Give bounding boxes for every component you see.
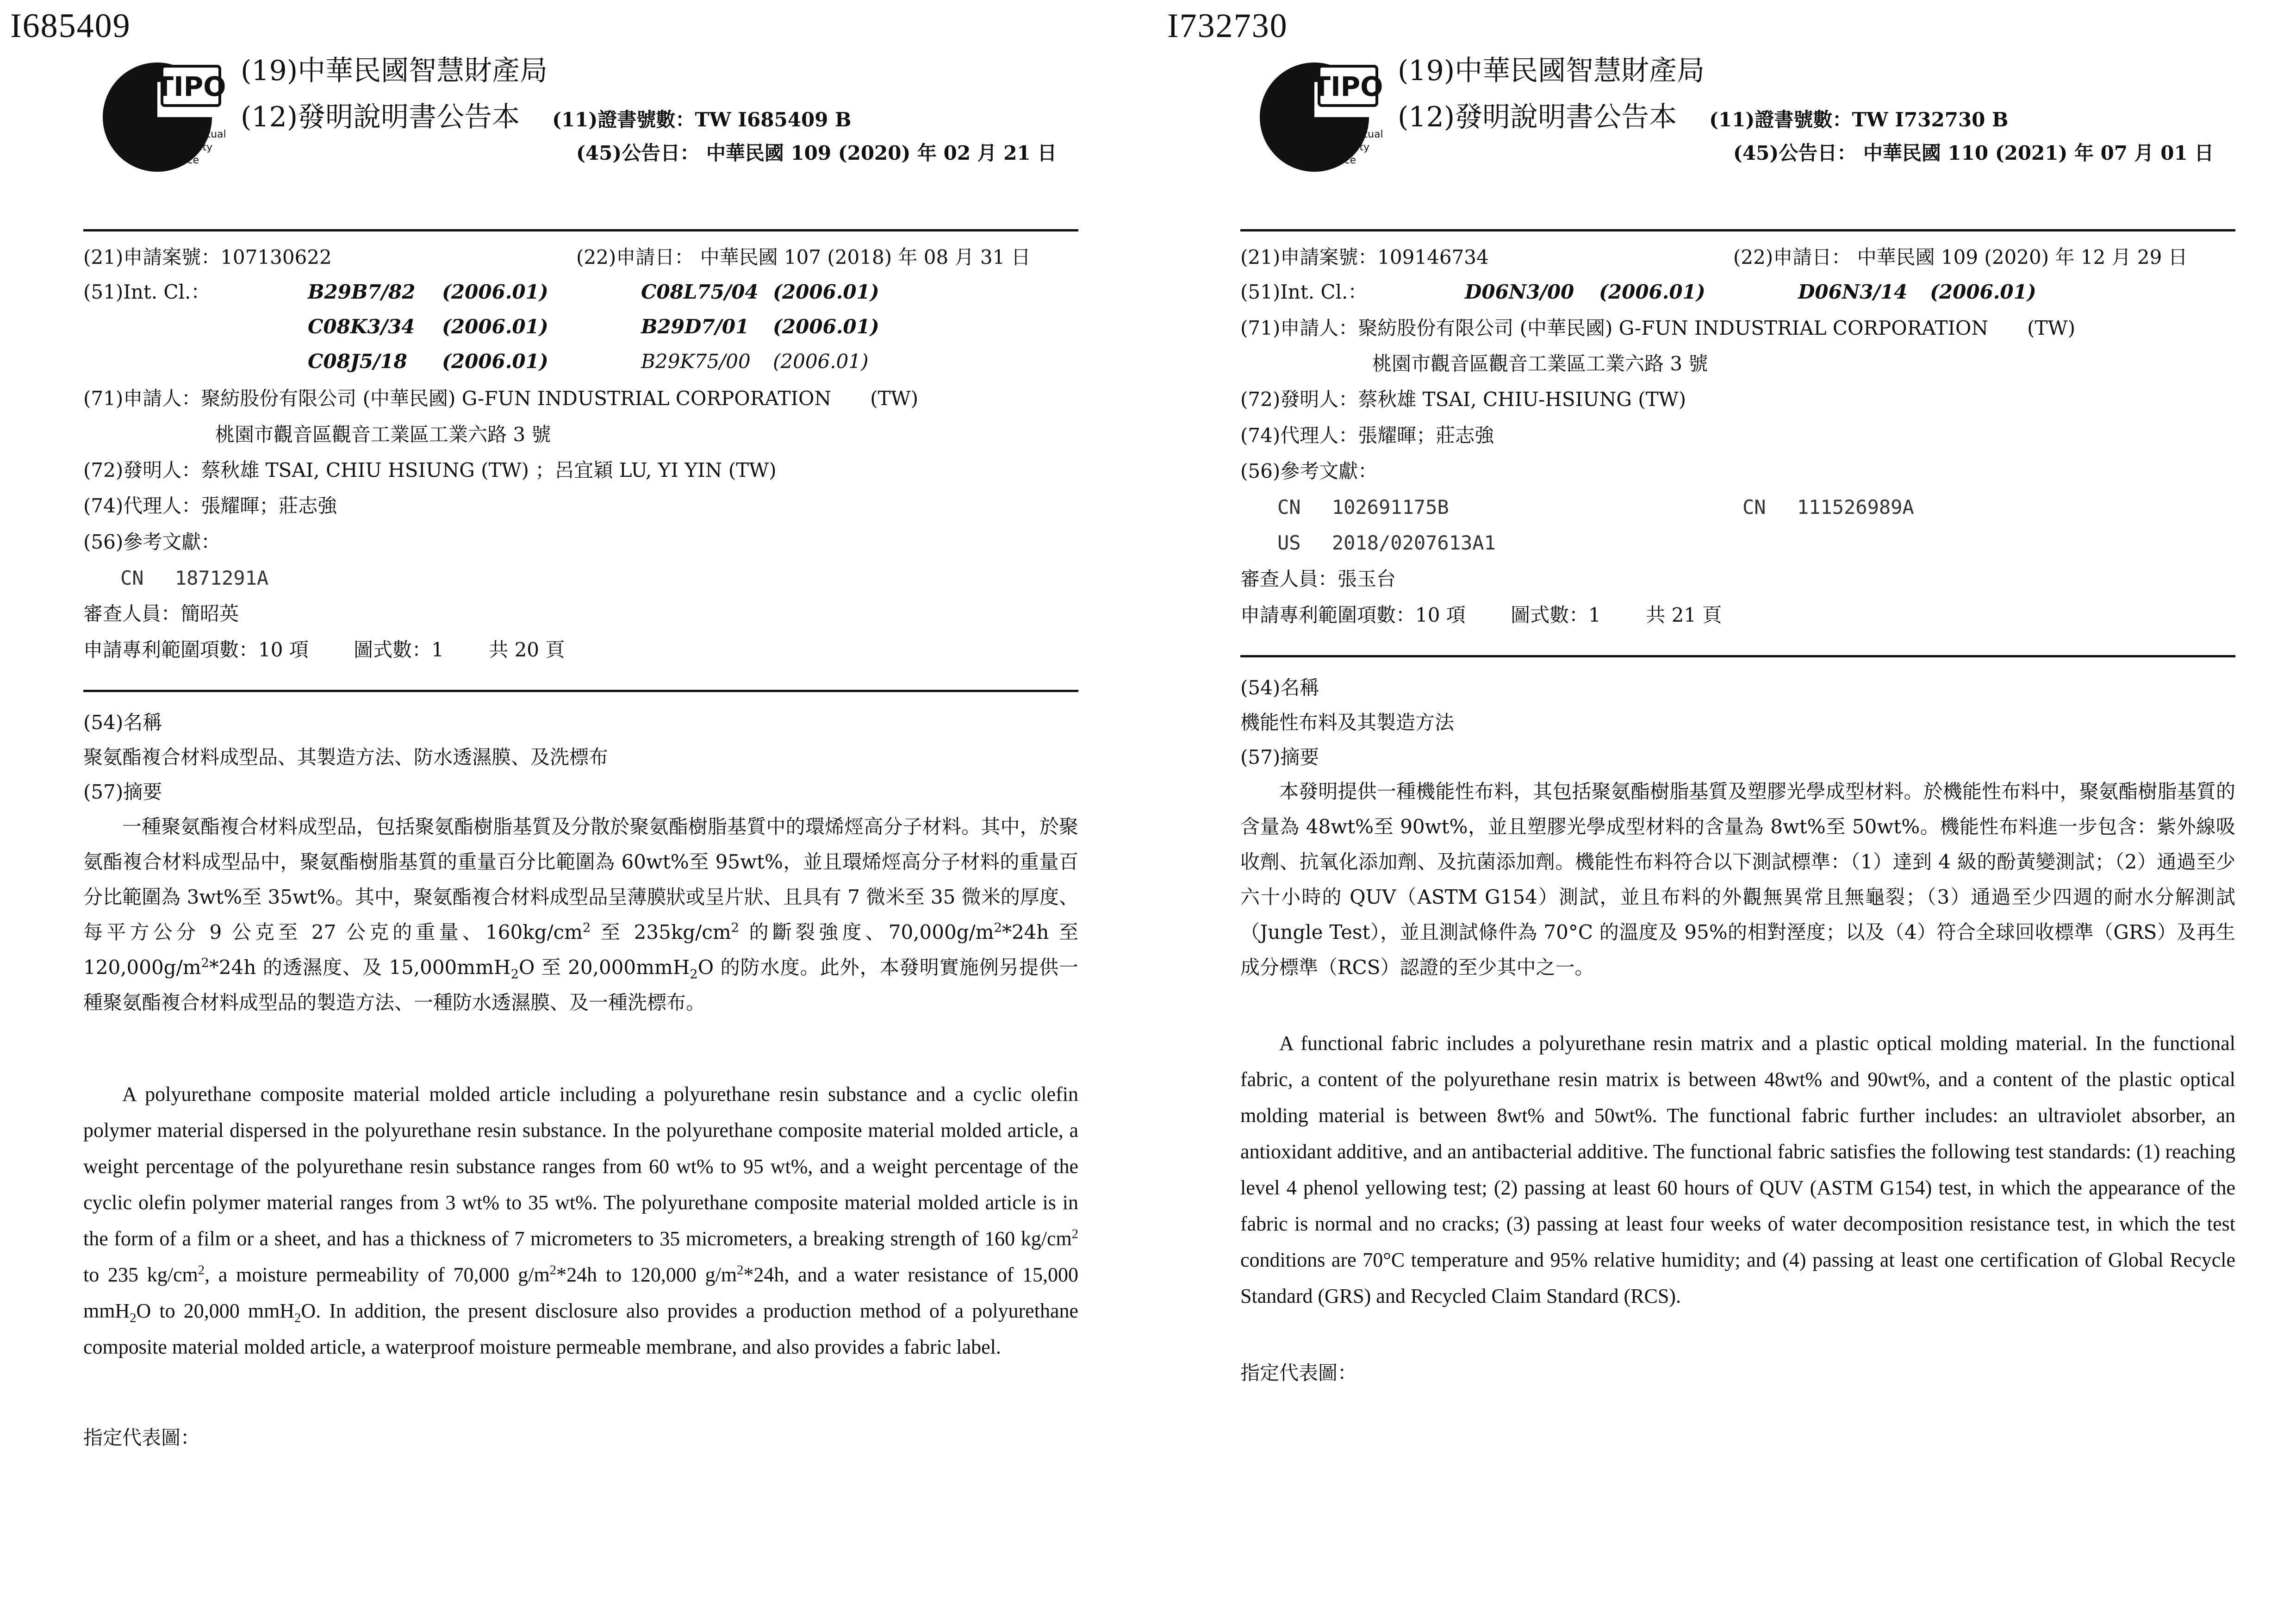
ipc-code: B29B7/82 bbox=[308, 281, 416, 303]
references-label: (56)參考文獻： bbox=[83, 531, 221, 553]
ipc-version: (2006.01) bbox=[1599, 281, 1705, 303]
applicant: (71)申請人：聚紡股份有限公司 (中華民國) G-FUN INDUSTRIAL CORPORATION (TW) bbox=[83, 387, 919, 410]
inventor: (72)發明人：蔡秋雄 TSAI, CHIU-HSIUNG (TW) bbox=[1240, 388, 1686, 411]
ipc-version: (2006.01) bbox=[773, 281, 879, 303]
examiner: 審查人員：簡昭英 bbox=[83, 602, 239, 625]
tipo-logo bbox=[93, 53, 227, 174]
divider bbox=[1240, 655, 2235, 657]
reference-item: CN 111526989A bbox=[1742, 496, 1914, 518]
divider bbox=[1240, 229, 2235, 231]
examiner: 審查人員：張玉台 bbox=[1240, 568, 1396, 590]
office-name: (19)中華民國智慧財產局 bbox=[1398, 55, 1705, 87]
office-name: (19)中華民國智慧財產局 bbox=[241, 55, 548, 87]
representative-figure-label: 指定代表圖： bbox=[1240, 1362, 1357, 1384]
patent-title: 聚氨酯複合材料成型品、其製造方法、防水透濕膜、及洗標布 bbox=[83, 746, 609, 768]
svg-text:Office: Office bbox=[1326, 155, 1356, 166]
ipc-code: D06N3/14 bbox=[1798, 281, 1908, 303]
ipc-code: D06N3/00 bbox=[1465, 281, 1574, 303]
abstract-chinese: 一種聚氨酯複合材料成型品，包括聚氨酯樹脂基質及分散於聚氨酯樹脂基質中的環烯烴高分子材料。其中，於聚氨酯複合材料成型品中，聚氨酯樹脂基質的重量百分比範圍為 60wt%至 95wt%，並且環烯烴高分子材料的重量百分比範圍為 3wt%至 35wt%。其中，聚氨酯複合材料成型品呈薄膜狀或呈片狀、且具有 7 微米至 35 微米的厚度、每平方公分 9 公克至 27 公克的重量、$160kg/cm^2$ 至 $235kg/cm^2$ 的斷裂強度、$70,000g/m^2*24h$ 至 $120,000g/m^2*24h$ 的透濕度、及 15,000mmH$_2$O 至 20,000mmH$_2$O 的防水度。此外，本發明實施例另提供一種聚氨酯複合材料成型品的製造方法、一種防水透濕膜、及一種洗標布。 bbox=[83, 815, 1078, 1014]
agent: (74)代理人：張耀暉；莊志強 bbox=[83, 494, 337, 517]
svg-text:TIPO: TIPO bbox=[1312, 71, 1383, 102]
ipc-version: (2006.01) bbox=[773, 350, 869, 373]
ipc-version: (2006.01) bbox=[442, 350, 548, 373]
ipc-version: (2006.01) bbox=[773, 315, 879, 338]
applicant-address: 桃園市觀音區觀音工業區工業六路 3 號 bbox=[215, 423, 551, 446]
ipc-version: (2006.01) bbox=[442, 281, 548, 303]
patent-title: 機能性布料及其製造方法 bbox=[1240, 711, 1455, 734]
certificate-number: (11)證書號數：TW I732730 B bbox=[1709, 108, 2009, 131]
ipc-version: (2006.01) bbox=[442, 315, 548, 338]
abstract-english: A polyurethane composite material molded article including a polyurethane resin substance and a cyclic olefin polymer material dispersed in the polyurethane resin substance. In the polyurethane composite material molded article, a weight percentage of the polyurethane resin substance ranges from 60 wt% to 95 wt%, and a weight percentage of the cyclic olefin polymer material ranges from 3 wt% to 35 wt%. The polyurethane composite material molded article is in the form of a film or a sheet, and has a thickness of 7 micrometers to 35 micrometers, a breaking strength of 160 $kg/cm^2$ to 235 $kg/cm^2$, a moisture permeability of 70,000 $g/m^2*24h$ to 120,000 $g/m^2*24h$, and a water resistance of 15,000 mmH$_2$O to 20,000 mmH$_2$O. In addition, the present disclosure also provides a production method of a polyurethane composite material molded article, a waterproof moisture permeable membrane, and also provides a fabric label. bbox=[83, 1083, 1078, 1358]
representative-figure-label: 指定代表圖： bbox=[83, 1426, 200, 1449]
ipc-code: C08L75/04 bbox=[641, 281, 759, 303]
publication-number: I732730 bbox=[1167, 7, 1288, 45]
inventor: (72)發明人：蔡秋雄 TSAI, CHIU HSIUNG (TW) ；呂宜穎 LU, YI YIN (TW) bbox=[83, 459, 777, 481]
svg-text:Office: Office bbox=[169, 155, 199, 166]
application-number: (21)申請案號：107130622 bbox=[83, 246, 332, 269]
ipc-code: B29K75/00 bbox=[641, 350, 751, 373]
abstract-label: (57)摘要 bbox=[83, 781, 162, 803]
ipc-code: B29D7/01 bbox=[641, 315, 749, 338]
svg-text:Property: Property bbox=[169, 142, 213, 153]
certificate-number: (11)證書號數：TW I685409 B bbox=[552, 108, 852, 131]
application-date: (22)申請日： 中華民國 109 (2020) 年 12 月 29 日 bbox=[1733, 246, 2188, 269]
tipo-logo bbox=[1250, 53, 1384, 174]
references-label: (56)參考文獻： bbox=[1240, 460, 1378, 482]
ipc-code: C08J5/18 bbox=[308, 350, 407, 373]
abstract-label: (57)摘要 bbox=[1240, 746, 1319, 768]
publication-date: (45)公告日： 中華民國 109 (2020) 年 02 月 21 日 bbox=[576, 142, 1057, 164]
abstract-english: A functional fabric includes a polyurethane resin matrix and a plastic optical molding material. In the functional fabric, a content of the polyurethane resin matrix is between 48wt% and 90wt%, and a content of the plastic optical molding material is between 8wt% and 50wt%. The functional fabric further includes: an ultraviolet absorber, an antioxidant additive, and an antibacterial additive. The functional fabric satisfies the following test standards: (1) reaching level 4 phenol yellowing test; (2) passing at least 60 hours of QUV (ASTM G154) test, in which the appearance of the fabric is normal and no cracks; (3) passing at least four weeks of water decomposition resistance test, in which the test conditions are 70°C temperature and 95% relative humidity; and (4) passing at least one certification of Global Recycle Standard (GRS) and Recycled Claim Standard (RCS). bbox=[1240, 1032, 2235, 1307]
int-cl-label: (51)Int. Cl.： bbox=[1240, 281, 1368, 303]
claims-summary: 申請專利範圍項數：10 項 圖式數：1 共 20 頁 bbox=[83, 638, 565, 661]
publication-number: I685409 bbox=[10, 7, 131, 45]
claims-summary: 申請專利範圍項數：10 項 圖式數：1 共 21 頁 bbox=[1240, 604, 1722, 626]
reference-item: CN 102691175B bbox=[1277, 496, 1449, 518]
svg-text:Intellectual: Intellectual bbox=[1326, 129, 1383, 140]
applicant: (71)申請人：聚紡股份有限公司 (中華民國) G-FUN INDUSTRIAL CORPORATION (TW) bbox=[1240, 317, 2076, 339]
divider bbox=[83, 229, 1078, 231]
abstract-chinese: 本發明提供一種機能性布料，其包括聚氨酯樹脂基質及塑膠光學成型材料。於機能性布料中，聚氨酯樹脂基質的含量為 48wt%至 90wt%，並且塑膠光學成型材料的含量為 8wt%至 50wt%。機能性布料進一步包含：紫外線吸收劑、抗氧化添加劑、及抗菌添加劑。機能性布料符合以下測試標準：（1）達到 4 級的酚黃變測試；（2）通過至少六十小時的 QUV（ASTM G154）測試，並且布料的外觀無異常且無龜裂；（3）通過至少四週的耐水分解測試（Jungle Test），並且測試條件為 70°C 的溫度及 95%的相對溼度；以及（4）符合全球回收標準（GRS）及再生成分標準（RCS）認證的至少其中之一。 bbox=[1240, 780, 2235, 979]
applicant-address: 桃園市觀音區觀音工業區工業六路 3 號 bbox=[1372, 352, 1708, 375]
ipc-version: (2006.01) bbox=[1930, 281, 2036, 303]
svg-text:Property: Property bbox=[1326, 142, 1370, 153]
ipc-code: C08K3/34 bbox=[308, 315, 415, 338]
publication-date: (45)公告日： 中華民國 110 (2021) 年 07 月 01 日 bbox=[1733, 142, 2214, 164]
right-patent-page bbox=[1157, 0, 2296, 1624]
title-label: (54)名稱 bbox=[83, 711, 162, 734]
divider bbox=[83, 690, 1078, 692]
application-date: (22)申請日： 中華民國 107 (2018) 年 08 月 31 日 bbox=[576, 246, 1031, 269]
reference-item: CN 1871291A bbox=[120, 567, 269, 589]
svg-text:Intellectual: Intellectual bbox=[169, 129, 226, 140]
document-type: (12)發明說明書公告本 (11)證書號數：TW I685409 B bbox=[241, 101, 852, 133]
svg-text:TIPO: TIPO bbox=[155, 71, 226, 102]
title-label: (54)名稱 bbox=[1240, 676, 1319, 699]
reference-item: US 2018/0207613A1 bbox=[1277, 531, 1496, 554]
document-type: (12)發明說明書公告本 (11)證書號數：TW I732730 B bbox=[1398, 101, 2009, 133]
agent: (74)代理人：張耀暉；莊志強 bbox=[1240, 424, 1494, 447]
application-number: (21)申請案號：109146734 bbox=[1240, 246, 1489, 269]
int-cl-label: (51)Int. Cl.： bbox=[83, 281, 211, 303]
